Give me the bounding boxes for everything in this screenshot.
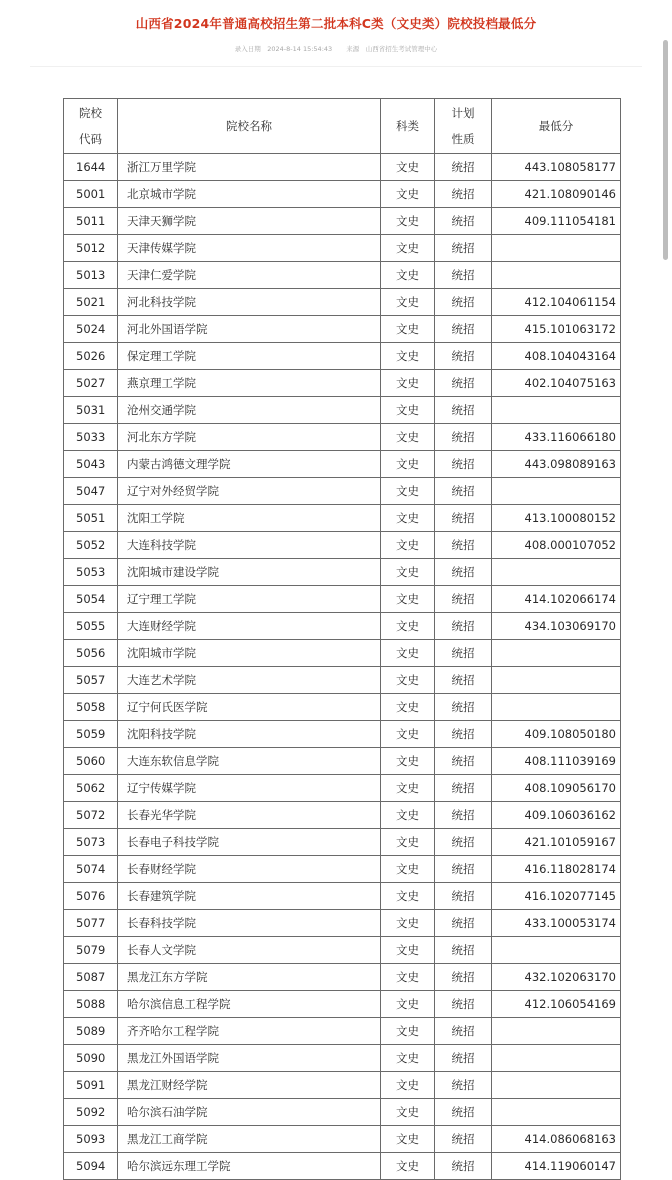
table-row bbox=[64, 586, 621, 613]
table-row bbox=[64, 802, 621, 829]
cell-name: 沧州交通学院 bbox=[118, 397, 381, 424]
table-row bbox=[64, 289, 621, 316]
cell-type: 文史 bbox=[381, 721, 435, 748]
cell-type: 文史 bbox=[381, 532, 435, 559]
cell-plan: 统招 bbox=[435, 964, 492, 991]
cell-name: 黑龙江外国语学院 bbox=[118, 1045, 381, 1072]
cell-score: 421.108090146 bbox=[492, 181, 621, 208]
cell-score bbox=[492, 262, 621, 289]
cell-type: 文史 bbox=[381, 613, 435, 640]
table-row bbox=[64, 370, 621, 397]
cell-plan: 统招 bbox=[435, 1018, 492, 1045]
header-code-line1: 院校 bbox=[79, 106, 102, 120]
cell-name: 天津传媒学院 bbox=[118, 235, 381, 262]
cell-score: 412.106054169 bbox=[492, 991, 621, 1018]
table-row bbox=[64, 1018, 621, 1045]
cell-score: 402.104075163 bbox=[492, 370, 621, 397]
cell-score: 416.118028174 bbox=[492, 856, 621, 883]
cell-type: 文史 bbox=[381, 991, 435, 1018]
table-row bbox=[64, 829, 621, 856]
table-row bbox=[64, 883, 621, 910]
cell-type: 文史 bbox=[381, 802, 435, 829]
table-row bbox=[64, 397, 621, 424]
cell-score: 432.102063170 bbox=[492, 964, 621, 991]
table-row bbox=[64, 154, 621, 181]
cell-type: 文史 bbox=[381, 829, 435, 856]
cell-score: 421.101059167 bbox=[492, 829, 621, 856]
cell-plan: 统招 bbox=[435, 154, 492, 181]
cell-name: 黑龙江工商学院 bbox=[118, 1126, 381, 1153]
cell-plan: 统招 bbox=[435, 721, 492, 748]
cell-score bbox=[492, 478, 621, 505]
cell-plan: 统招 bbox=[435, 1153, 492, 1180]
table-row bbox=[64, 640, 621, 667]
cell-type: 文史 bbox=[381, 505, 435, 532]
cell-type: 文史 bbox=[381, 235, 435, 262]
cell-score bbox=[492, 559, 621, 586]
cell-code: 5053 bbox=[64, 559, 118, 586]
cell-code: 5079 bbox=[64, 937, 118, 964]
cell-code: 5089 bbox=[64, 1018, 118, 1045]
cell-code: 5051 bbox=[64, 505, 118, 532]
table-row bbox=[64, 1126, 621, 1153]
cell-score bbox=[492, 694, 621, 721]
cell-score: 414.086068163 bbox=[492, 1126, 621, 1153]
cell-score bbox=[492, 1072, 621, 1099]
cell-code: 5076 bbox=[64, 883, 118, 910]
cell-code: 5074 bbox=[64, 856, 118, 883]
cell-type: 文史 bbox=[381, 343, 435, 370]
cell-score: 408.000107052 bbox=[492, 532, 621, 559]
cell-plan: 统招 bbox=[435, 802, 492, 829]
cell-code: 5088 bbox=[64, 991, 118, 1018]
cell-name: 天津天狮学院 bbox=[118, 208, 381, 235]
cell-score: 408.111039169 bbox=[492, 748, 621, 775]
cell-code: 5057 bbox=[64, 667, 118, 694]
header-name: 院校名称 bbox=[118, 99, 381, 154]
cell-name: 大连东软信息学院 bbox=[118, 748, 381, 775]
cell-score: 415.101063172 bbox=[492, 316, 621, 343]
table-row bbox=[64, 613, 621, 640]
cell-plan: 统招 bbox=[435, 397, 492, 424]
table-row bbox=[64, 1153, 621, 1180]
cell-name: 沈阳城市建设学院 bbox=[118, 559, 381, 586]
cell-code: 5047 bbox=[64, 478, 118, 505]
cell-code: 5031 bbox=[64, 397, 118, 424]
cell-name: 辽宁对外经贸学院 bbox=[118, 478, 381, 505]
table-row bbox=[64, 748, 621, 775]
table-row bbox=[64, 451, 621, 478]
header-code-line2: 代码 bbox=[79, 132, 102, 146]
table-row bbox=[64, 235, 621, 262]
table-row bbox=[64, 505, 621, 532]
table-row bbox=[64, 1045, 621, 1072]
cell-name: 河北东方学院 bbox=[118, 424, 381, 451]
table-row bbox=[64, 991, 621, 1018]
cell-score: 409.108050180 bbox=[492, 721, 621, 748]
cell-plan: 统招 bbox=[435, 208, 492, 235]
table-row bbox=[64, 181, 621, 208]
cell-name: 黑龙江财经学院 bbox=[118, 1072, 381, 1099]
cell-plan: 统招 bbox=[435, 451, 492, 478]
cell-plan: 统招 bbox=[435, 505, 492, 532]
cell-name: 沈阳科技学院 bbox=[118, 721, 381, 748]
header-code bbox=[64, 99, 118, 154]
cell-score: 408.104043164 bbox=[492, 343, 621, 370]
table-row bbox=[64, 343, 621, 370]
page-title: 山西省2024年普通高校招生第二批本科C类（文史类）院校投档最低分 bbox=[135, 16, 537, 31]
cell-code: 5013 bbox=[64, 262, 118, 289]
cell-code: 5011 bbox=[64, 208, 118, 235]
header-score: 最低分 bbox=[492, 99, 621, 154]
cell-name: 天津仁爱学院 bbox=[118, 262, 381, 289]
table-row bbox=[64, 262, 621, 289]
table-row bbox=[64, 316, 621, 343]
cell-type: 文史 bbox=[381, 910, 435, 937]
cell-code: 1644 bbox=[64, 154, 118, 181]
cell-score: 414.102066174 bbox=[492, 586, 621, 613]
cell-plan: 统招 bbox=[435, 1126, 492, 1153]
table-row bbox=[64, 532, 621, 559]
cell-code: 5093 bbox=[64, 1126, 118, 1153]
header-divider bbox=[30, 66, 642, 67]
cell-name: 沈阳工学院 bbox=[118, 505, 381, 532]
cell-plan: 统招 bbox=[435, 937, 492, 964]
cell-name: 北京城市学院 bbox=[118, 181, 381, 208]
cell-code: 5058 bbox=[64, 694, 118, 721]
cell-score bbox=[492, 640, 621, 667]
cell-plan: 统招 bbox=[435, 829, 492, 856]
cell-name: 燕京理工学院 bbox=[118, 370, 381, 397]
table-body bbox=[64, 154, 621, 1180]
cell-score: 413.100080152 bbox=[492, 505, 621, 532]
publish-date: 录入日期 2024-8-14 15:54:43 bbox=[234, 45, 333, 53]
header-plan bbox=[435, 99, 492, 154]
cell-type: 文史 bbox=[381, 208, 435, 235]
cell-type: 文史 bbox=[381, 856, 435, 883]
cell-code: 5055 bbox=[64, 613, 118, 640]
cell-type: 文史 bbox=[381, 424, 435, 451]
cell-name: 内蒙古鸿德文理学院 bbox=[118, 451, 381, 478]
cell-score: 433.100053174 bbox=[492, 910, 621, 937]
table-row bbox=[64, 775, 621, 802]
header-plan-line2: 性质 bbox=[451, 132, 475, 146]
cell-code: 5090 bbox=[64, 1045, 118, 1072]
table-row bbox=[64, 910, 621, 937]
cell-type: 文史 bbox=[381, 775, 435, 802]
table-row bbox=[64, 424, 621, 451]
cell-type: 文史 bbox=[381, 937, 435, 964]
cell-type: 文史 bbox=[381, 370, 435, 397]
cell-score bbox=[492, 667, 621, 694]
cell-name: 辽宁何氏医学院 bbox=[118, 694, 381, 721]
table-row bbox=[64, 937, 621, 964]
cell-code: 5091 bbox=[64, 1072, 118, 1099]
cell-plan: 统招 bbox=[435, 910, 492, 937]
cell-name: 河北科技学院 bbox=[118, 289, 381, 316]
cell-code: 5012 bbox=[64, 235, 118, 262]
cell-plan: 统招 bbox=[435, 316, 492, 343]
table-row bbox=[64, 721, 621, 748]
cell-type: 文史 bbox=[381, 964, 435, 991]
cell-code: 5072 bbox=[64, 802, 118, 829]
cell-plan: 统招 bbox=[435, 667, 492, 694]
cell-score: 409.106036162 bbox=[492, 802, 621, 829]
cell-plan: 统招 bbox=[435, 1099, 492, 1126]
cell-type: 文史 bbox=[381, 586, 435, 613]
cell-name: 哈尔滨远东理工学院 bbox=[118, 1153, 381, 1180]
cell-name: 大连财经学院 bbox=[118, 613, 381, 640]
cell-name: 大连科技学院 bbox=[118, 532, 381, 559]
cell-score: 443.108058177 bbox=[492, 154, 621, 181]
cell-plan: 统招 bbox=[435, 559, 492, 586]
cell-type: 文史 bbox=[381, 154, 435, 181]
cell-score bbox=[492, 1018, 621, 1045]
cell-type: 文史 bbox=[381, 883, 435, 910]
cell-name: 长春电子科技学院 bbox=[118, 829, 381, 856]
scrollbar[interactable] bbox=[663, 40, 668, 260]
cell-type: 文史 bbox=[381, 451, 435, 478]
cell-score bbox=[492, 235, 621, 262]
cell-code: 5056 bbox=[64, 640, 118, 667]
cell-type: 文史 bbox=[381, 667, 435, 694]
cell-code: 5060 bbox=[64, 748, 118, 775]
cell-type: 文史 bbox=[381, 181, 435, 208]
admissions-table bbox=[63, 98, 621, 1180]
cell-score bbox=[492, 397, 621, 424]
cell-name: 长春光华学院 bbox=[118, 802, 381, 829]
cell-score bbox=[492, 1099, 621, 1126]
cell-type: 文史 bbox=[381, 559, 435, 586]
cell-code: 5062 bbox=[64, 775, 118, 802]
cell-plan: 统招 bbox=[435, 856, 492, 883]
cell-type: 文史 bbox=[381, 289, 435, 316]
cell-type: 文史 bbox=[381, 316, 435, 343]
cell-code: 5094 bbox=[64, 1153, 118, 1180]
table-row bbox=[64, 856, 621, 883]
header-plan-line1: 计划 bbox=[451, 106, 475, 120]
cell-code: 5073 bbox=[64, 829, 118, 856]
cell-code: 5027 bbox=[64, 370, 118, 397]
cell-type: 文史 bbox=[381, 397, 435, 424]
cell-name: 河北外国语学院 bbox=[118, 316, 381, 343]
cell-score: 412.104061154 bbox=[492, 289, 621, 316]
cell-code: 5021 bbox=[64, 289, 118, 316]
cell-score: 434.103069170 bbox=[492, 613, 621, 640]
cell-plan: 统招 bbox=[435, 532, 492, 559]
cell-plan: 统招 bbox=[435, 748, 492, 775]
cell-plan: 统招 bbox=[435, 640, 492, 667]
source: 来源 山西省招生考试管理中心 bbox=[346, 45, 438, 53]
cell-score: 443.098089163 bbox=[492, 451, 621, 478]
table-row bbox=[64, 667, 621, 694]
cell-type: 文史 bbox=[381, 262, 435, 289]
cell-plan: 统招 bbox=[435, 181, 492, 208]
table-row bbox=[64, 1072, 621, 1099]
cell-type: 文史 bbox=[381, 640, 435, 667]
cell-name: 哈尔滨信息工程学院 bbox=[118, 991, 381, 1018]
table-row bbox=[64, 964, 621, 991]
cell-code: 5077 bbox=[64, 910, 118, 937]
cell-plan: 统招 bbox=[435, 262, 492, 289]
cell-code: 5087 bbox=[64, 964, 118, 991]
cell-type: 文史 bbox=[381, 1153, 435, 1180]
table-row bbox=[64, 1099, 621, 1126]
cell-type: 文史 bbox=[381, 1099, 435, 1126]
cell-code: 5001 bbox=[64, 181, 118, 208]
cell-type: 文史 bbox=[381, 1072, 435, 1099]
cell-plan: 统招 bbox=[435, 991, 492, 1018]
cell-plan: 统招 bbox=[435, 478, 492, 505]
cell-type: 文史 bbox=[381, 1126, 435, 1153]
cell-score: 409.111054181 bbox=[492, 208, 621, 235]
cell-code: 5052 bbox=[64, 532, 118, 559]
cell-plan: 统招 bbox=[435, 883, 492, 910]
cell-plan: 统招 bbox=[435, 343, 492, 370]
cell-plan: 统招 bbox=[435, 424, 492, 451]
cell-plan: 统招 bbox=[435, 1072, 492, 1099]
cell-type: 文史 bbox=[381, 1045, 435, 1072]
table-row bbox=[64, 208, 621, 235]
cell-name: 长春建筑学院 bbox=[118, 883, 381, 910]
cell-name: 黑龙江东方学院 bbox=[118, 964, 381, 991]
cell-code: 5043 bbox=[64, 451, 118, 478]
table-row bbox=[64, 559, 621, 586]
cell-score bbox=[492, 1045, 621, 1072]
cell-name: 哈尔滨石油学院 bbox=[118, 1099, 381, 1126]
header-type: 科类 bbox=[381, 99, 435, 154]
cell-score: 408.109056170 bbox=[492, 775, 621, 802]
cell-score: 414.119060147 bbox=[492, 1153, 621, 1180]
cell-name: 保定理工学院 bbox=[118, 343, 381, 370]
cell-name: 浙江万里学院 bbox=[118, 154, 381, 181]
cell-score bbox=[492, 937, 621, 964]
cell-code: 5092 bbox=[64, 1099, 118, 1126]
cell-name: 长春人文学院 bbox=[118, 937, 381, 964]
cell-name: 辽宁传媒学院 bbox=[118, 775, 381, 802]
cell-name: 沈阳城市学院 bbox=[118, 640, 381, 667]
cell-type: 文史 bbox=[381, 1018, 435, 1045]
cell-code: 5059 bbox=[64, 721, 118, 748]
cell-plan: 统招 bbox=[435, 586, 492, 613]
cell-code: 5033 bbox=[64, 424, 118, 451]
cell-name: 长春财经学院 bbox=[118, 856, 381, 883]
cell-name: 齐齐哈尔工程学院 bbox=[118, 1018, 381, 1045]
cell-code: 5024 bbox=[64, 316, 118, 343]
table-header-row bbox=[64, 99, 621, 154]
cell-plan: 统招 bbox=[435, 613, 492, 640]
table-row bbox=[64, 694, 621, 721]
cell-type: 文史 bbox=[381, 478, 435, 505]
cell-score: 416.102077145 bbox=[492, 883, 621, 910]
cell-plan: 统招 bbox=[435, 775, 492, 802]
cell-name: 大连艺术学院 bbox=[118, 667, 381, 694]
cell-type: 文史 bbox=[381, 694, 435, 721]
cell-code: 5054 bbox=[64, 586, 118, 613]
cell-plan: 统招 bbox=[435, 370, 492, 397]
cell-plan: 统招 bbox=[435, 694, 492, 721]
cell-type: 文史 bbox=[381, 748, 435, 775]
cell-plan: 统招 bbox=[435, 289, 492, 316]
cell-code: 5026 bbox=[64, 343, 118, 370]
table-row bbox=[64, 478, 621, 505]
article-meta bbox=[0, 44, 672, 53]
cell-plan: 统招 bbox=[435, 235, 492, 262]
cell-name: 辽宁理工学院 bbox=[118, 586, 381, 613]
cell-plan: 统招 bbox=[435, 1045, 492, 1072]
cell-name: 长春科技学院 bbox=[118, 910, 381, 937]
cell-score: 433.116066180 bbox=[492, 424, 621, 451]
